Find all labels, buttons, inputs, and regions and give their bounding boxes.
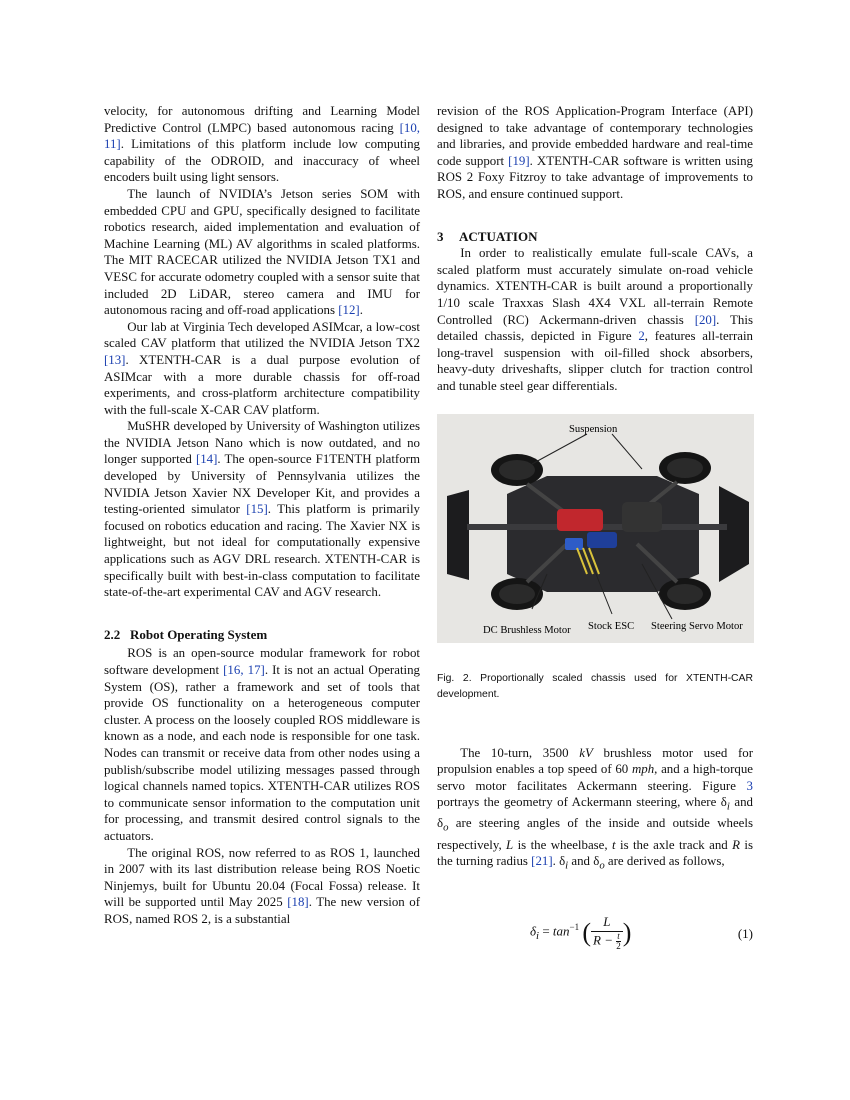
figure-caption: Fig. 2. Proportionally scaled chassis used for XTENTH-CAR development. bbox=[437, 672, 753, 700]
figure-label-esc: Stock ESC bbox=[588, 620, 635, 632]
figure-link[interactable]: 3 bbox=[746, 778, 753, 793]
citation-link[interactable]: [20] bbox=[694, 312, 717, 327]
citation-link[interactable]: [21] bbox=[531, 854, 553, 869]
citation-link[interactable]: [13] bbox=[104, 352, 126, 367]
paragraph: velocity, for autonomous drifting and Learning Model Predictive Control (LMPC) based autonomous racing [10, 11]. Limitations of this platform include low computing capability of the ODROID, and inaccuracy of wheel encoders built using light sensors. bbox=[104, 104, 420, 185]
citation-link[interactable]: [19] bbox=[508, 153, 530, 168]
figure-link[interactable]: 2 bbox=[638, 329, 645, 344]
citation-link[interactable]: [15] bbox=[246, 502, 268, 517]
chassis-illustration bbox=[437, 414, 754, 643]
paragraph: ROS is an open-source modular framework for robot software development [16, 17]. It is not an actual Operating System (OS), rather a framework and set of tools that provide OS functionality on a heterogeneous computer cluster. A process on the loosely coupled ROS middleware is known as a node, and each node is responsible for one task. Nodes can transmit or receive data from other nodes using a publish/subscribe model utilizing messages passed through logical channels named topics. XTENTH-CAR utilizes ROS to communicate sensor information to the computation unit for processing, and transmit desired control signals to the actuators. bbox=[104, 646, 420, 843]
chassis-figure bbox=[437, 414, 754, 643]
paragraph: In order to realistically emulate full-scale CAVs, a scaled platform must accurately simulate on-road vehicle dynamics. XTENTH-CAR is built around a proportionally 1/10 scale Traxxas Slash 4X4 VXL all-terrain Remote Controlled (RC) Ackermann-driven chassis [20]. This detailed chassis, depicted in Figure 2, features all-terrain long-travel suspension with oil-filled shock absorbers, heavy-duty driveshafts, slipper clutch for traction control and tunable steel gear differentials. bbox=[437, 246, 754, 393]
equation-number: (1) bbox=[737, 926, 753, 942]
paragraph: The 10-turn, 3500 kV brushless motor used for propulsion enables a top speed of 60 mph, and a high-torque servo motor facilitates Ackermann steering. Figure 3 portrays the geometry of Ackermann steering, where $\delta_i$ and $\delta_o$ are steering angles of the inside and outside wheels respectively, L is the wheelbase, t is the axle track and R is the turning radius [21]. $\delta_i$ and $\delta_o$ are derived as follows, bbox=[437, 745, 753, 872]
equation-body: $\delta_i = \tan^{-1}$ ( L R − $\frac{t}{2}$ ) bbox=[530, 914, 632, 951]
figure-label-motor: DC Brushless Motor bbox=[483, 624, 571, 636]
paragraph: MuSHR developed by University of Washington utilizes the NVIDIA Jetson Nano which is now outdated, and no longer supported [14]. The open-source F1TENTH platform developed by University of Pennsylvania utilizes the NVIDIA Jetson Xavier NX Developer Kit, and provides a testing-oriented simulator [15]. This platform is primarily focused on robotics education and racing. The Xavier NX is lightweight, but not ideal for computationally expensive applications such as AGV DRL research. XTENTH-CAR is specifically built with best-in-class computation to facilitate state-of-the-art experimental CAV and AGV research. bbox=[104, 419, 420, 600]
paragraph: Our lab at Virginia Tech developed ASIMcar, a low-cost scaled CAV platform that utilized the NVIDIA Jetson TX2 [13]. XTENTH-CAR is a dual purpose evolution of ASIMcar with a more durable chassis for off-road experiments, and cross-platform architecture compatibility with the full-scale X-CAR CAV platform. bbox=[104, 319, 420, 417]
figure-label-servo: Steering Servo Motor bbox=[651, 620, 743, 632]
paragraph: The original ROS, now referred to as ROS 1, launched in 2007 with its last distribution release being ROS Noetic Ninjemys, built for Ubuntu 20.04 (Focal Fossa) release. It will be supported until May 2025 [18]. The new version of ROS, named ROS 2, is a substantial bbox=[104, 845, 420, 926]
citation-link[interactable]: [12] bbox=[338, 303, 360, 318]
citation-link[interactable]: [14] bbox=[195, 452, 218, 467]
section-heading: 2.2 Robot Operating System bbox=[104, 626, 268, 642]
paragraph: The launch of NVIDIA’s Jetson series SOM with embedded CPU and GPU, specifically designed to facilitate robotics research, aided implementation and evaluation of Machine Learning (ML) AV algorithms in scaled platforms. The MIT RACECAR utilized the NVIDIA Jetson TX1 and VESC for accurate odometry coupled with a sensor suite that included 2D LiDAR, stereo camera and IMU for autonomous racing and off-road applications [12]. bbox=[104, 186, 420, 318]
section-heading: 3 ACTUATION bbox=[437, 228, 538, 244]
equation-1 bbox=[437, 914, 753, 958]
figure-label-suspension: Suspension bbox=[569, 423, 618, 435]
left-column bbox=[104, 103, 420, 928]
citation-link[interactable]: [16, 17] bbox=[223, 663, 265, 677]
paragraph: revision of the ROS Application-Program Interface (API) designed to take advantage of contemporary technologies and libraries, and provide embedded hardware and real-time code support [19]. XTENTH-CAR software is written using ROS 2 Foxy Fitzroy to take advantage of improvements to ROS, and ensure continued support. bbox=[437, 104, 754, 201]
citation-link[interactable]: [10, 11] bbox=[104, 120, 420, 152]
citation-link[interactable]: [18] bbox=[287, 895, 309, 910]
right-column bbox=[437, 103, 753, 958]
